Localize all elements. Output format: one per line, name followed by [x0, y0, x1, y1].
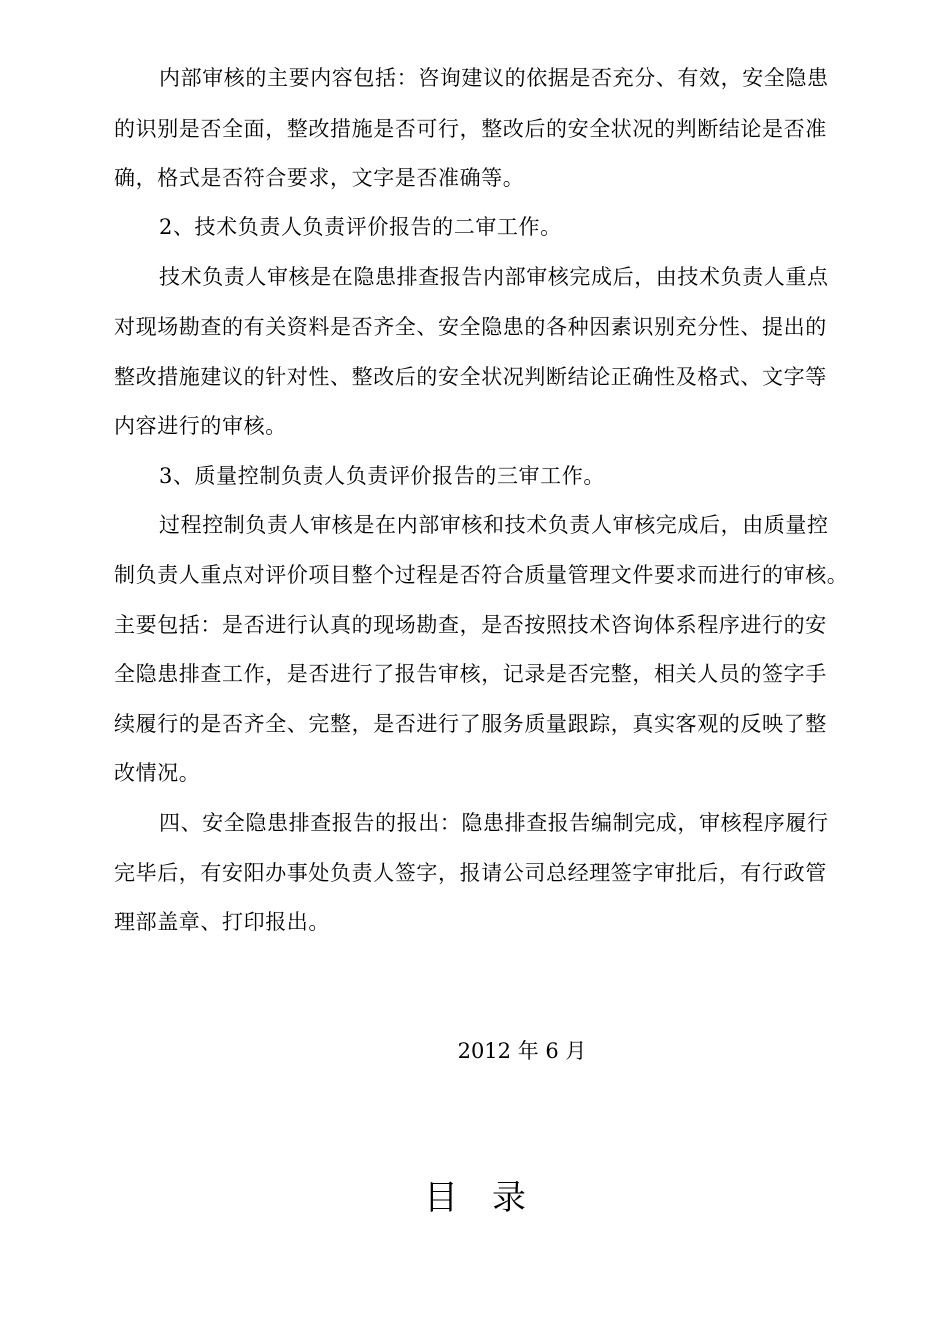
section-heading: 2、技术负责人负责评价报告的二审工作。: [159, 215, 562, 239]
paragraph-line: 内部审核的主要内容包括：咨询建议的依据是否充分、有效，安全隐患: [159, 66, 829, 90]
paragraph-line: 技术负责人审核是在隐患排查报告内部审核完成后，由技术负责人重点: [159, 265, 829, 289]
paragraph-line: 对现场勘查的有关资料是否齐全、安全隐患的各种因素识别充分性、提出的: [114, 315, 827, 339]
paragraph-line: 内容进行的审核。: [114, 414, 287, 438]
paragraph-line: 的识别是否全面，整改措施是否可行，整改后的安全状况的判断结论是否准: [114, 117, 827, 141]
paragraph-line: 改情况。: [114, 761, 201, 785]
paragraph-line: 四、安全隐患排查报告的报出：隐患排查报告编制完成，审核程序履行: [159, 811, 829, 835]
paragraph-line: 确，格式是否符合要求，文字是否准确等。: [114, 166, 525, 190]
document-date: 2012 年 6 月: [457, 1039, 587, 1063]
paragraph-line: 过程控制负责人审核是在内部审核和技术负责人审核完成后，由质量控: [159, 513, 829, 537]
paragraph-line: 续履行的是否齐全、完整，是否进行了服务质量跟踪，真实客观的反映了整: [114, 712, 827, 736]
paragraph-line: 制负责人重点对评价项目整个过程是否符合质量管理文件要求而进行的审核。: [114, 563, 849, 587]
paragraph-line: 完毕后，有安阳办事处负责人签字，报请公司总经理签字审批后，有行政管: [114, 861, 827, 885]
section-heading: 3、质量控制负责人负责评价报告的三审工作。: [159, 464, 605, 488]
paragraph-line: 主要包括：是否进行认真的现场勘查，是否按照技术咨询体系程序进行的安: [114, 613, 827, 637]
paragraph-line: 全隐患排查工作，是否进行了报告审核，记录是否完整，相关人员的签字手: [114, 662, 827, 686]
paragraph-line: 理部盖章、打印报出。: [114, 910, 330, 934]
paragraph-line: 整改措施建议的针对性、整改后的安全状况判断结论正确性及格式、文字等: [114, 365, 827, 389]
toc-title: 目录: [424, 1178, 560, 1218]
